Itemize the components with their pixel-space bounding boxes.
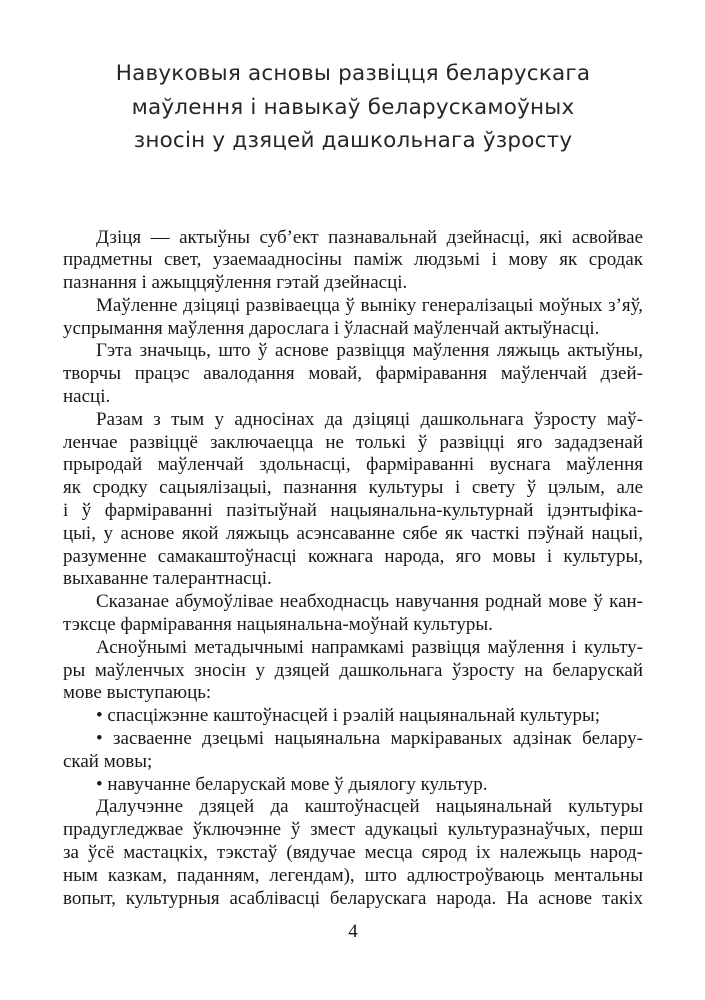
text-line: • засваенне дзецьмі нацыянальна маркіраваных адзінак белару- [96,728,643,750]
paragraph [63,591,643,637]
text-line: прадугледжвае ўключэнне ў змест адукацыі культуразнаўчых, перш [63,819,643,841]
text-line: прыродай маўленчай здольнасці, фарміраванні вуснага маўлення [63,454,643,476]
paragraph [63,340,643,408]
paragraph [63,637,643,705]
text-line: успрымання маўлення дарослага і ўласнай маўленчай актыўнасці. [63,317,600,339]
bullet-item [63,728,643,774]
paragraph [63,796,643,910]
text-line: ленчае развіццё заключаецца не толькі ў развіцці яго зададзенай [63,431,643,453]
text-line: скай мовы; [63,750,153,772]
text-line: цыі, у аснове якой ляжыць асэнсаванне сябе як часткі пэўнай нацыі, [63,522,643,544]
text-line: пазнання і ажыццяўлення гэтай дзейнасці. [63,272,408,294]
chapter-title-line-3: зносін у дзяцей дашкольнага ўзросту [133,128,573,153]
bullet-item [63,705,643,728]
paragraph [63,409,643,591]
text-line: Маўленне дзіцяці развіваецца ў выніку генералізацыі моўных з’яў, [96,294,643,316]
text-line: разуменне самакаштоўнасці кожнага народа, яго мовы і культуры, [63,545,643,567]
text-line: насці. [63,386,111,408]
bullet-item [63,774,643,797]
text-line: вопыт, культурныя асаблівасці беларускага народа. На аснове такіх [63,887,643,909]
chapter-title [63,57,643,158]
text-line: ным казкам, паданням, легендам), што адлюстроўваюць ментальны [63,864,643,886]
text-line: • спасціжэнне каштоўнасцей і рэалій нацыянальнай культуры; [96,705,601,727]
text-line: ры маўленчых зносін у дзяцей дашкольнага ўзросту на беларускай [63,659,643,681]
text-line: Асноўнымі метадычнымі напрамкамі развіцця маўлення і культу- [96,636,643,658]
paragraph [63,295,643,341]
text-line: тэксце фарміравання нацыянальна-моўнай культуры. [63,614,493,636]
text-line: выхаванне талерантнасці. [63,568,272,590]
text-line: мове выступаюць: [63,682,212,704]
body-text [63,227,643,911]
text-line: Далучэнне дзяцей да каштоўнасцей нацыянальнай культуры [96,796,643,818]
text-line: Разам з тым у адносінах да дзіцяці дашкольнага ўзросту маў- [96,408,643,430]
text-line: Гэта значыць, што ў аснове развіцця маўлення ляжыць актыўны, [96,340,643,362]
text-line: і ў фарміраванні пазітыўнай нацыянальна-культурнай ідэнтыфіка- [63,500,643,522]
text-line: як сродку сацыялізацыі, пазнання культуры і свету ў цэлым, але [63,477,643,499]
text-line: • навучанне беларускай мове ў дыялогу культур. [96,773,488,795]
text-line: прадметны свет, узаемаадносіны паміж людзьмі і мову як сродак [63,249,643,271]
chapter-title-line-1: Навуковыя асновы развіцця беларускага [115,61,591,86]
text-line: Дзіця — актыўны суб’ект пазнавальнай дзейнасці, які асвойвае [96,226,643,248]
chapter-title-line-2: маўлення і навыкаў беларускамоўных [131,94,575,120]
paragraph [63,227,643,295]
page-number: 4 [348,921,358,943]
text-line: за ўсё мастацкіх, тэкстаў (вядучае месца сярод іх належыць народ- [63,842,643,864]
text-line: Сказанае абумоўлівае неабходнасць навучання роднай мове ў кан- [96,591,643,613]
text-line: творчы працэс авалодання мовай, фарміравання маўленчай дзей- [63,363,643,385]
